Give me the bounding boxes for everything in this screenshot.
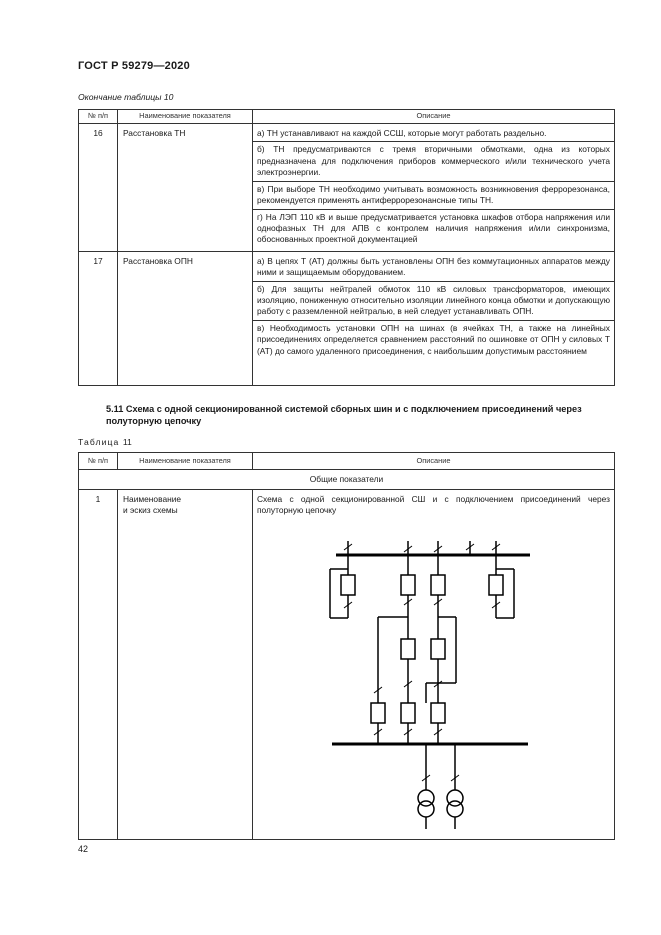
page-number: 42 (78, 844, 89, 854)
group-row-label: Общие показатели (79, 470, 615, 490)
row-number: 17 (79, 251, 118, 385)
table-continuation-caption: Окончание таблицы 10 (78, 92, 174, 102)
row-number: 16 (79, 124, 118, 252)
chain-column-left (401, 541, 415, 744)
row-indicator-name: Расстановка ОПН (118, 251, 253, 385)
table-label-number: 11 (122, 437, 132, 447)
top-riser (466, 541, 474, 555)
column-header-indicator: Наименование показателя (118, 110, 253, 124)
table-10 (78, 109, 615, 386)
description-paragraph: а) ТН устанавливают на каждой ССШ, которые могут работать раздельно. (257, 128, 547, 138)
table-label-word: Таблица (78, 437, 120, 447)
table-header-row (79, 110, 615, 124)
table-label (78, 437, 132, 447)
row-description (253, 124, 615, 252)
row-indicator-name-line: Наименование (123, 494, 182, 504)
scheme-sketch (300, 525, 560, 835)
table-header-row (79, 453, 615, 470)
row-indicator-name: Расстановка ТН (118, 124, 253, 252)
column-header-indicator: Наименование показателя (118, 453, 253, 470)
group-row (79, 470, 615, 490)
row-indicator-name (118, 490, 253, 840)
document-header: ГОСТ Р 59279—2020 (78, 60, 190, 72)
chain-column-right (431, 541, 445, 744)
description-paragraph: Схема с одной секционированной СШ и с подключением присоединений через полуторную цепочку (257, 494, 610, 516)
description-paragraph: б) ТН предусматриваются с тремя вторичными обмотками, одна из которых предназначена для подключения приборов коммерческого и/или технического учета электроэнергии. (253, 141, 614, 180)
description-paragraph: в) При выборе ТН необходимо учитывать возможность возникновения феррорезонанса, рекомендуется применять антиферрорезонансные типы ТН. (253, 181, 614, 209)
section-title: 5.11 Схема с одной секционированной системой сборных шин и с подключением присоединений через полуторную цепочку (106, 404, 582, 427)
transformer-left (418, 744, 434, 829)
description-paragraph: б) Для защиты нейтралей обмоток 110 кВ силовых трансформаторов, имеющих изоляцию, пониженную относительно изоляции линейного конца обмотки и допускающую работу с разземленной нейтралью, в ней следует устанавливать ОПН. (253, 281, 614, 320)
line-connection-right (408, 617, 456, 703)
description-paragraph: а) В цепях Т (АТ) должны быть установлены ОПН без коммутационных аппаратов между ними и защищаемым оборудованием. (257, 255, 610, 278)
column-header-number: № п/п (79, 110, 118, 124)
column-header-description: Описание (253, 453, 615, 470)
transformer-right (447, 744, 463, 829)
row-indicator-name-line: и эскиз схемы (123, 505, 178, 516)
description-paragraph: в) Необходимость установки ОПН на шинах (в ячейках ТН, а также на линейных присоединениях определяется сравнением расстояний по ошиновке от ОПН у силовых Т (АТ) до самого удаленного присоединения, с наибольшим допустимым расстоянием (253, 320, 614, 359)
row-description (253, 251, 615, 385)
table-row (79, 124, 615, 252)
column-header-description: Описание (253, 110, 615, 124)
right-vt-cell (489, 541, 514, 618)
row-number: 1 (79, 490, 118, 840)
left-vt-cell (330, 541, 355, 618)
table-row (79, 251, 615, 385)
column-header-number: № п/п (79, 453, 118, 470)
line-connection-left (371, 617, 408, 744)
description-paragraph: г) На ЛЭП 110 кВ и выше предусматривается установка шкафов отбора напряжения или однофазных ТН для АПВ с контролем наличия напряжения и/или синхронизма, обоснованных проектной документацией (253, 209, 614, 248)
